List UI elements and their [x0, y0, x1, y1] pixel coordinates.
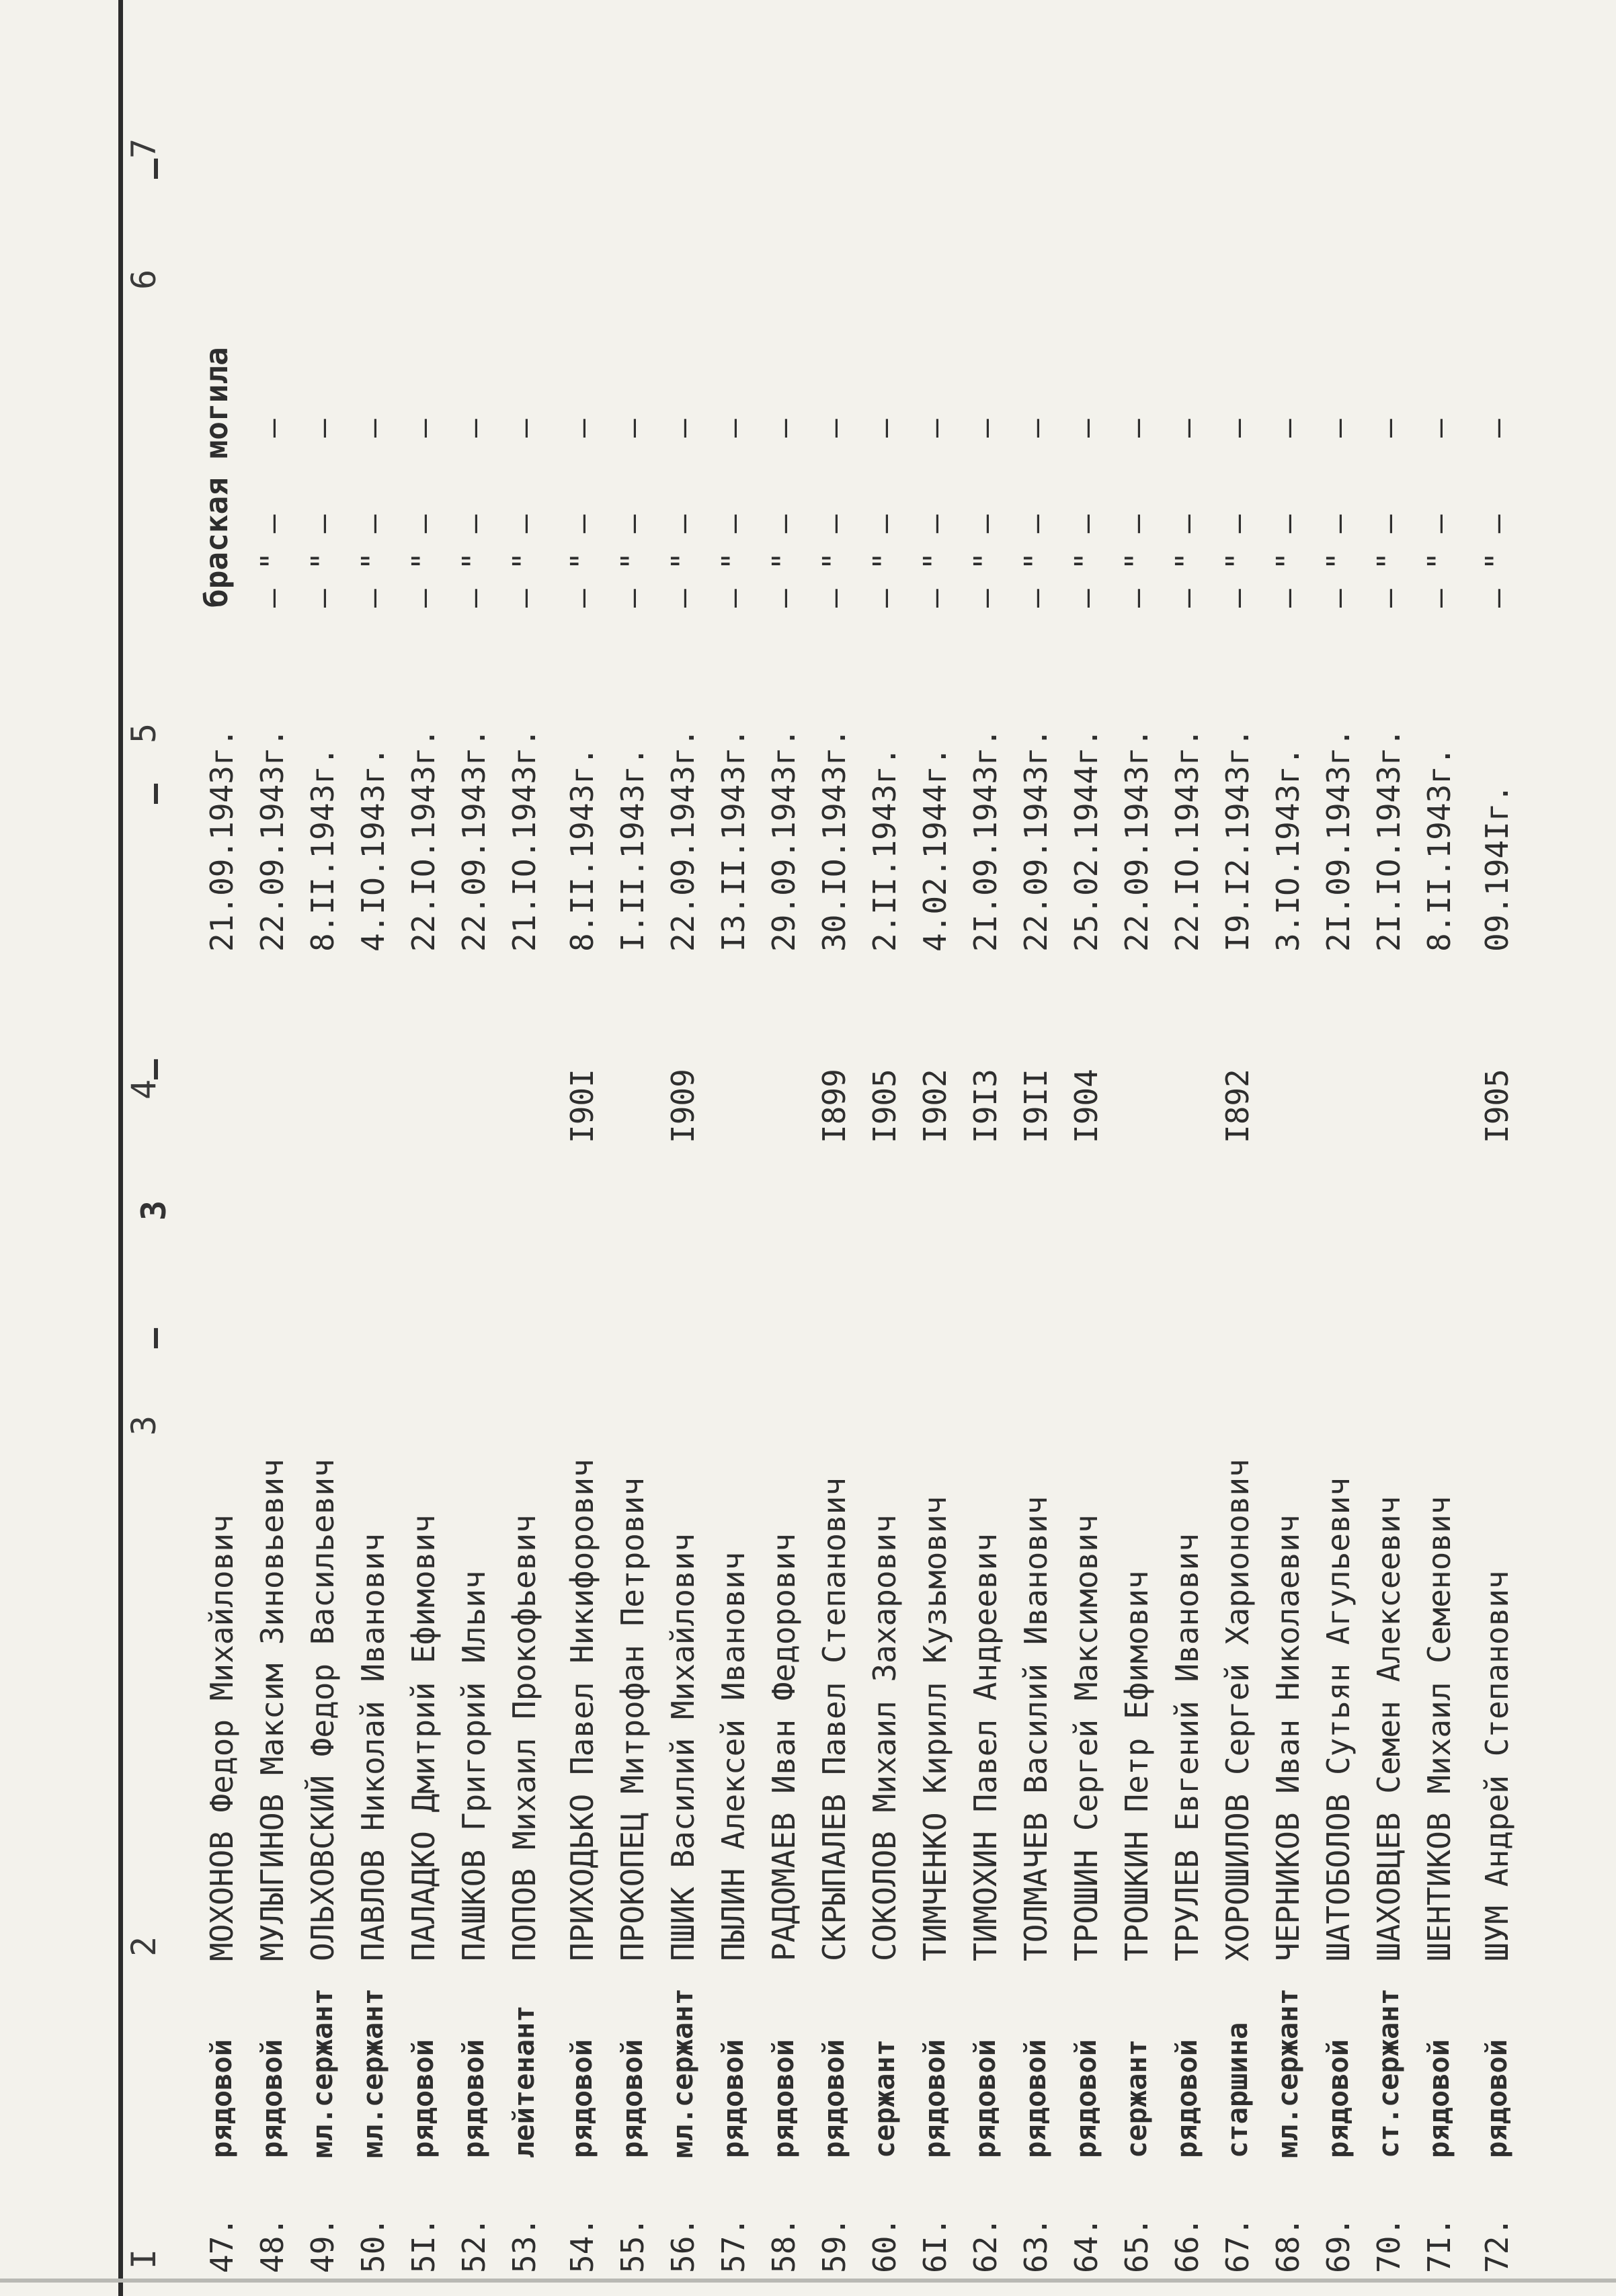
table-row — [1318, 0, 1359, 2296]
full-name: ПЫЛИН Алексей Иванович — [715, 1551, 752, 1961]
military-rank: рядовой — [1322, 2039, 1355, 2158]
table-row — [915, 0, 955, 2296]
column-dash: – — [405, 419, 442, 438]
full-name: ТРОШИН Сергей Максимович — [1068, 1514, 1104, 1961]
row-number: 56. — [665, 2217, 701, 2273]
row-number: 54. — [564, 2217, 600, 2273]
column-dash: – — [1119, 419, 1155, 438]
full-name: ТИМЧЕНКО Кирилл Кузьмович — [917, 1495, 953, 1961]
column-number-2: 2 — [124, 1936, 163, 1957]
table-row — [663, 0, 703, 2296]
full-name: ПРИХОДЬКО Павел Никифорович — [564, 1459, 600, 1961]
table-row — [1268, 0, 1308, 2296]
column-dash: – — [506, 419, 542, 438]
military-rank: рядовой — [717, 2039, 750, 2158]
burial-ditto-mark: – " – — [1169, 514, 1205, 608]
full-name: ХОРОШИЛОВ Сергей Харионович — [1219, 1459, 1256, 1961]
death-date: 30.IO.1943г. — [816, 728, 852, 952]
full-name: ПРОКОПЕЦ Митрофан Петрович — [614, 1477, 651, 1961]
column-dash: – — [1320, 419, 1357, 438]
burial-ditto-mark: – " – — [614, 514, 651, 608]
table-row — [965, 0, 1006, 2296]
burial-ditto-mark: – " – — [405, 514, 442, 608]
column-number-7: 7 — [124, 138, 163, 159]
burial-ditto-mark: – " – — [1119, 514, 1155, 608]
column-dash: – — [355, 419, 391, 438]
death-date: I9.I2.1943г. — [1219, 728, 1256, 952]
row-number: 66. — [1169, 2217, 1205, 2273]
burial-ditto-mark: – " – — [665, 514, 701, 608]
full-name: ТРУЛЕВ Евгений Иванович — [1169, 1533, 1205, 1961]
full-name: РАДОМАЕВ Иван Федорович — [766, 1533, 802, 1961]
header-separator: – — [134, 783, 173, 804]
military-rank: сержант — [868, 2039, 901, 2158]
military-rank: рядовой — [407, 2039, 440, 2158]
burial-ditto-mark: – " – — [355, 514, 391, 608]
burial-ditto-mark: – " – — [1270, 514, 1306, 608]
header-separator: 3 — [134, 1200, 173, 1221]
column-number-1: I — [124, 2248, 163, 2269]
burial-ditto-mark: – " – — [917, 514, 953, 608]
death-date: 8.II.1943г. — [305, 747, 341, 952]
burial-ditto-mark: – " – — [254, 514, 290, 608]
column-dash: – — [1371, 419, 1407, 438]
table-row — [1217, 0, 1258, 2296]
death-date: 22.09.1943г. — [1119, 728, 1155, 952]
military-rank: лейтенант — [508, 2005, 540, 2158]
burial-ditto-mark: – " – — [816, 514, 852, 608]
military-rank: сержант — [1120, 2039, 1153, 2158]
military-rank: рядовой — [918, 2039, 951, 2158]
table-row — [764, 0, 804, 2296]
birth-year: I9II — [1018, 1069, 1054, 1143]
birth-year: I904 — [1068, 1069, 1104, 1143]
table-row — [1117, 0, 1157, 2296]
military-rank: рядовой — [1019, 2039, 1052, 2158]
column-dash: – — [715, 419, 752, 438]
burial-ditto-mark: – " – — [1421, 514, 1457, 608]
death-date: 3.IO.1943г. — [1270, 747, 1306, 952]
military-rank: рядовой — [969, 2039, 1002, 2158]
row-number: 50. — [355, 2217, 391, 2273]
row-number: 7I. — [1421, 2217, 1457, 2273]
column-dash: – — [614, 419, 651, 438]
column-dash: – — [564, 419, 600, 438]
full-name: ШАТОБОЛОВ Сутьян Агульевич — [1320, 1477, 1357, 1961]
military-rank: старшина — [1221, 2022, 1254, 2158]
table-row — [403, 0, 444, 2296]
death-date: 22.09.1943г. — [456, 728, 492, 952]
row-number: 5I. — [405, 2217, 442, 2273]
table-row — [562, 0, 602, 2296]
table-row — [612, 0, 653, 2296]
row-number: 59. — [816, 2217, 852, 2273]
military-rank: рядовой — [205, 2039, 238, 2158]
table-row — [1066, 0, 1106, 2296]
full-name: ПОПОВ Михаил Прокофьевич — [506, 1514, 542, 1961]
column-dash: – — [1169, 419, 1205, 438]
table-row — [814, 0, 854, 2296]
column-dash: – — [456, 419, 492, 438]
birth-year: I9I3 — [967, 1069, 1004, 1143]
table-row — [864, 0, 905, 2296]
row-number: 68. — [1270, 2217, 1306, 2273]
table-row — [302, 0, 343, 2296]
burial-ditto-mark: – " – — [1219, 514, 1256, 608]
military-rank: рядовой — [1422, 2039, 1455, 2158]
row-number: 72. — [1479, 2217, 1515, 2273]
column-dash: – — [665, 419, 701, 438]
military-rank: мл.сержант — [306, 1988, 339, 2158]
death-date: 2I.IO.1943г. — [1371, 728, 1407, 952]
row-number: 49. — [305, 2217, 341, 2273]
death-date: 22.IO.1943г. — [405, 728, 442, 952]
row-number: 47. — [204, 2217, 240, 2273]
column-dash: – — [1018, 419, 1054, 438]
full-name: СКРЫПАЛЕВ Павел Степанович — [816, 1477, 852, 1961]
burial-ditto-mark: – " – — [1479, 514, 1515, 608]
row-number: 48. — [254, 2217, 290, 2273]
table-row — [713, 0, 754, 2296]
death-date: 2.II.1943г. — [866, 747, 903, 952]
column-number-4: 4 — [124, 1079, 163, 1100]
header-separator: – — [134, 1059, 173, 1079]
full-name: ШЕНТИКОВ Михаил Семенович — [1421, 1495, 1457, 1961]
burial-ditto-mark: – " – — [1371, 514, 1407, 608]
column-dash: – — [1219, 419, 1256, 438]
military-rank: рядовой — [1069, 2039, 1102, 2158]
column-dash: – — [816, 419, 852, 438]
full-name: ТОЛМАЧЕВ Василий Иванович — [1018, 1495, 1054, 1961]
column-dash: – — [1068, 419, 1104, 438]
column-dash: – — [305, 419, 341, 438]
birth-year: I902 — [917, 1069, 953, 1143]
death-date: 29.09.1943г. — [766, 728, 802, 952]
burial-ditto-mark: – " – — [967, 514, 1004, 608]
death-date: I.II.1943г. — [614, 747, 651, 952]
row-number: 63. — [1018, 2217, 1054, 2273]
death-date: 4.IO.1943г. — [355, 747, 391, 952]
burial-ditto-mark: – " – — [766, 514, 802, 608]
column-dash: – — [917, 419, 953, 438]
row-number: 58. — [766, 2217, 802, 2273]
row-number: 55. — [614, 2217, 651, 2273]
full-name: МОХОНОВ Федор Михайлович — [204, 1514, 240, 1961]
column-dash: – — [1421, 419, 1457, 438]
burial-ditto-mark: – " – — [564, 514, 600, 608]
full-name: ПШИК Василий Михайлович — [665, 1533, 701, 1961]
military-rank: мл.сержант — [666, 1988, 699, 2158]
row-number: 64. — [1068, 2217, 1104, 2273]
death-date: 2I.09.1943г. — [967, 728, 1004, 952]
military-rank: рядовой — [616, 2039, 649, 2158]
row-number: 6I. — [917, 2217, 953, 2273]
full-name: ТИМОХИН Павел Андреевич — [967, 1533, 1004, 1961]
table-row — [202, 0, 242, 2296]
full-name: ЧЕРНИКОВ Иван Николаевич — [1270, 1514, 1306, 1961]
birth-year: I892 — [1219, 1069, 1256, 1143]
burial-ditto-mark: – " – — [305, 514, 341, 608]
burial-ditto-mark: – " – — [456, 514, 492, 608]
row-number: 67. — [1219, 2217, 1256, 2273]
birth-year: I909 — [665, 1069, 701, 1143]
burial-note: браская могила — [198, 347, 235, 608]
death-date: 22.09.1943г. — [1018, 728, 1054, 952]
column-number-6: 6 — [124, 269, 163, 290]
table-row — [1369, 0, 1409, 2296]
table-row — [252, 0, 292, 2296]
table-row — [454, 0, 494, 2296]
header-separator: – — [134, 158, 173, 179]
column-dash: – — [967, 419, 1004, 438]
military-rank: мл.сержант — [1271, 1988, 1304, 2158]
military-rank: мл.сержант — [356, 1988, 389, 2158]
military-rank: рядовой — [767, 2039, 800, 2158]
military-rank: ст.сержант — [1372, 1988, 1405, 2158]
column-dash: – — [254, 419, 290, 438]
table-row — [1016, 0, 1056, 2296]
death-date: 8.II.1943г. — [564, 747, 600, 952]
death-date: 09.194Iг. — [1479, 784, 1515, 952]
burial-ditto-mark: – " – — [715, 514, 752, 608]
military-rank: рядовой — [1480, 2039, 1513, 2158]
row-number: 60. — [866, 2217, 903, 2273]
death-date: 22.09.1943г. — [665, 728, 701, 952]
table-row — [504, 0, 544, 2296]
full-name: ШУМ Андрей Степанович — [1479, 1570, 1515, 1961]
full-name: ОЛЬХОВСКИЙ Федор Васильевич — [305, 1459, 341, 1961]
row-number: 57. — [715, 2217, 752, 2273]
full-name: ШАХОВЦЕВ Семен Алексеевич — [1371, 1495, 1407, 1961]
birth-year: I905 — [1479, 1069, 1515, 1143]
row-number: 65. — [1119, 2217, 1155, 2273]
military-rank: рядовой — [565, 2039, 598, 2158]
table-row — [353, 0, 393, 2296]
burial-ditto-mark: – " – — [1018, 514, 1054, 608]
full-name: ПАШКОВ Григорий Ильич — [456, 1570, 492, 1961]
column-dash: – — [866, 419, 903, 438]
column-dash: – — [1479, 419, 1515, 438]
row-number: 62. — [967, 2217, 1004, 2273]
full-name: СОКОЛОВ Михаил Захарович — [866, 1514, 903, 1961]
burial-ditto-mark: – " – — [1068, 514, 1104, 608]
full-name: ПАВЛОВ Николай Иванович — [355, 1533, 391, 1961]
column-dash: – — [1270, 419, 1306, 438]
column-dash: – — [766, 419, 802, 438]
death-date: 4.02.1944г. — [917, 747, 953, 952]
burial-ditto-mark: – " – — [506, 514, 542, 608]
row-number: 52. — [456, 2217, 492, 2273]
table-row — [1167, 0, 1207, 2296]
death-date: 21.IO.1943г. — [506, 728, 542, 952]
death-date: 22.IO.1943г. — [1169, 728, 1205, 952]
full-name: МУЛЫГИНОВ Максим Зиновьевич — [254, 1459, 290, 1961]
full-name: ТРОШКИН Петр Ефимович — [1119, 1570, 1155, 1961]
row-number: 53. — [506, 2217, 542, 2273]
table-row — [1477, 0, 1517, 2296]
column-number-3: 3 — [124, 1415, 163, 1436]
military-rank: рядовой — [817, 2039, 850, 2158]
death-date: 21.09.1943г. — [204, 728, 240, 952]
military-rank: рядовой — [457, 2039, 490, 2158]
birth-year: I905 — [866, 1069, 903, 1143]
death-date: 22.09.1943г. — [254, 728, 290, 952]
header-separator: – — [134, 1327, 173, 1348]
death-date: 2I.09.1943г. — [1320, 728, 1357, 952]
death-date: I3.II.1943г. — [715, 728, 752, 952]
death-date: 8.II.1943г. — [1421, 747, 1457, 952]
burial-ditto-mark: – " – — [866, 514, 903, 608]
military-rank: рядовой — [255, 2039, 288, 2158]
burial-ditto-mark: – " – — [1320, 514, 1357, 608]
table-row — [1419, 0, 1459, 2296]
birth-year: I90I — [564, 1069, 600, 1143]
birth-year: I899 — [816, 1069, 852, 1143]
row-number: 69. — [1320, 2217, 1357, 2273]
death-date: 25.02.1944г. — [1068, 728, 1104, 952]
column-number-5: 5 — [124, 723, 163, 743]
row-number: 70. — [1371, 2217, 1407, 2273]
military-rank: рядовой — [1170, 2039, 1203, 2158]
full-name: ПАЛАДКО Дмитрий Ефимович — [405, 1514, 442, 1961]
